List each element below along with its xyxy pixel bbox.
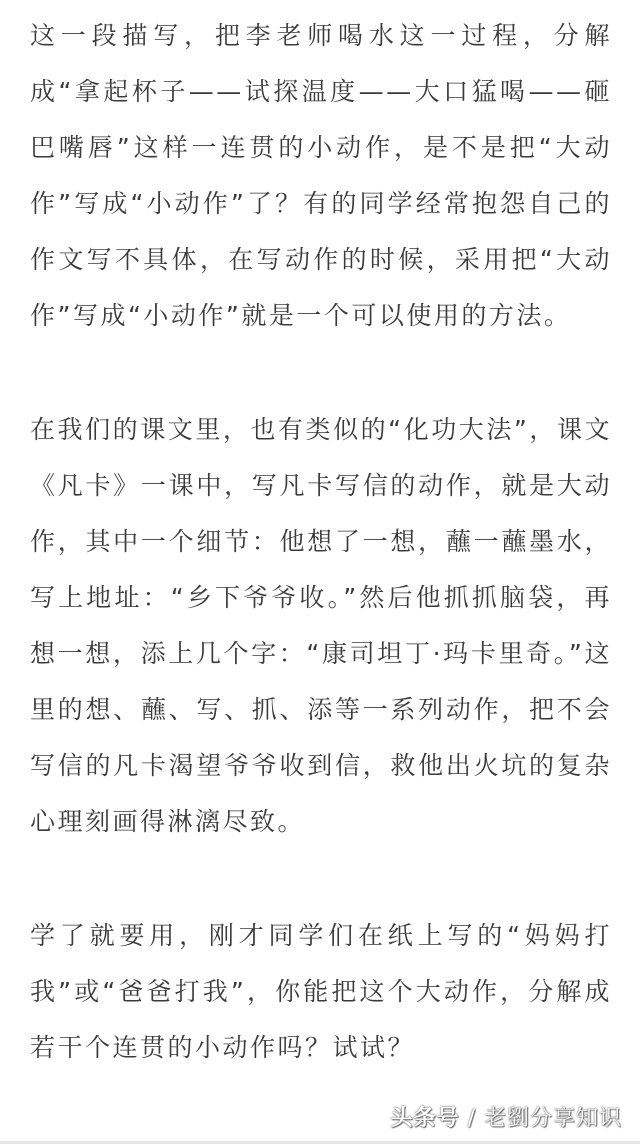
paragraph-drinking-water-description: 这一段描写，把李老师喝水这一过程，分解成“拿起杯子——试探温度——大口猛喝——砸巴嘴唇”这样一连贯的小动作，是不是把“大动作”写成“小动作”了？有的同学经常抱怨自己的作文写不具体，在写动作的时候，采用把“大动作”写成“小动作”就是一个可以使用的方法。: [30, 21, 612, 330]
watermark-separator: /: [467, 1106, 476, 1131]
paragraph-vanka-example: 在我们的课文里，也有类似的“化功大法”，课文《凡卡》一课中，写凡卡写信的动作，就是大动作，其中一个细节：他想了一想，蘸一蘸墨水，写上地址：“乡下爷爷收。”然后他抓抓脑袋，再想一想，添上几个字：“康司坦丁·玛卡里奇。”这里的想、蘸、写、抓、添等一系列动作，把不会写信的凡卡渴望爷爷收到信，救他出火坑的复杂心理刻画得淋漓尽致。: [30, 415, 612, 836]
paragraph-practice-prompt: 学了就要用，刚才同学们在纸上写的“妈妈打我”或“爸爸打我”，你能把这个大动作，分解成若干个连贯的小动作吗？试试？: [30, 921, 612, 1062]
watermark-author: 老劉分享知识: [483, 1106, 622, 1131]
source-watermark: [391, 1101, 622, 1132]
watermark-platform: 头条号: [390, 1106, 460, 1131]
